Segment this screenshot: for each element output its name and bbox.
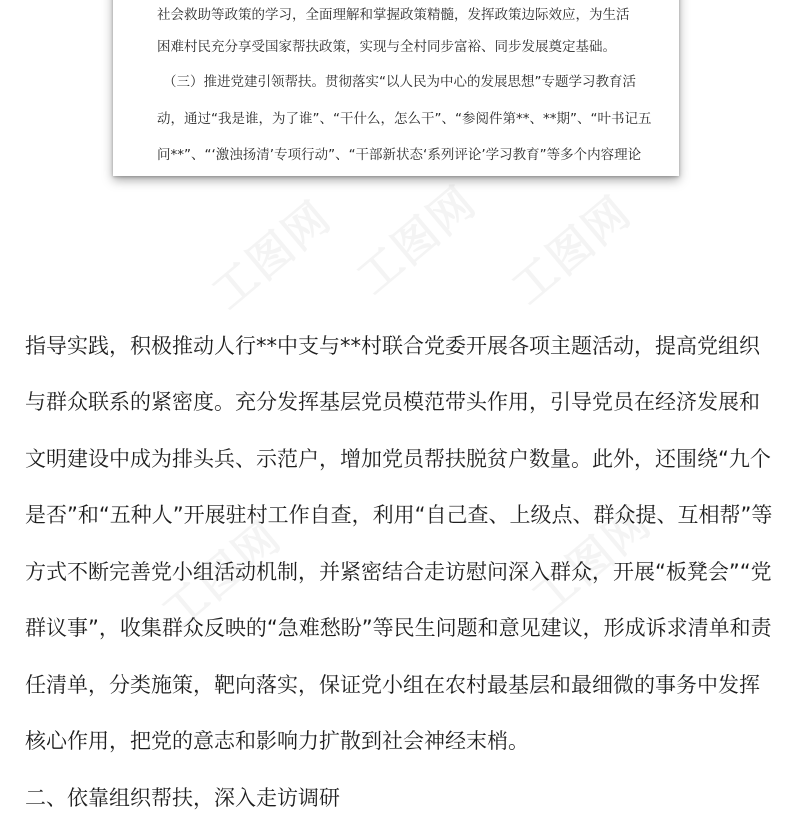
card-text-line: 问**”、“‘激浊扬清’专项行动”、“干部新状态‘系列评论’学习教育”等多个内容理论 (157, 147, 642, 163)
card-text-line: 动，通过“我是谁，为了谁”、“干什么，怎么干”、“参阅件第**、**期”、“叶书记五 (157, 111, 652, 127)
body-text-line: 指导实践，积极推动人行**中支与**村联合党委开展各项主题活动，提高党组织 (25, 334, 760, 358)
card-text-line: （三）推进党建引领帮扶。贯彻落实“以人民为中心的发展思想”专题学习教育活 (163, 74, 636, 90)
body-text-line: 方式不断完善党小组活动机制，并紧密结合走访慰问深入群众，开展“板凳会”“党 (25, 560, 772, 584)
body-text-line: 群议事”，收集群众反映的“急难愁盼”等民生问题和意见建议，形成诉求清单和责 (25, 616, 772, 640)
watermark-logo (196, 183, 343, 321)
section-heading: 二、依靠组织帮扶，深入走访调研 (25, 786, 340, 810)
card-text-line: 困难村民充分享受国家帮扶政策，实现与全村同步富裕、同步发展奠定基础。 (157, 39, 616, 55)
card-text-line: 社会救助等政策的学习，全面理解和掌握政策精髓，发挥政策边际效应，为生活 (157, 7, 630, 23)
body-text-line: 文明建设中成为排头兵、示范户，增加党员帮扶脱贫户数量。此外，还围绕“九个 (25, 447, 771, 471)
body-text-line: 核心作用，把党的意志和影响力扩散到社会神经末梢。 (25, 729, 529, 753)
body-text-line: 任清单，分类施策，靶向落实，保证党小组在农村最基层和最细微的事务中发挥 (25, 673, 760, 697)
watermark-logo (341, 168, 488, 306)
document-page-preview (113, 0, 679, 176)
body-text-line: 是否”和“五种人”开展驻村工作自查，利用“自己查、上级点、群众提、互相帮”等 (25, 503, 773, 527)
body-text-line: 与群众联系的紧密度。充分发挥基层党员模范带头作用，引导党员在经济发展和 (25, 390, 760, 414)
watermark-logo (496, 178, 643, 316)
